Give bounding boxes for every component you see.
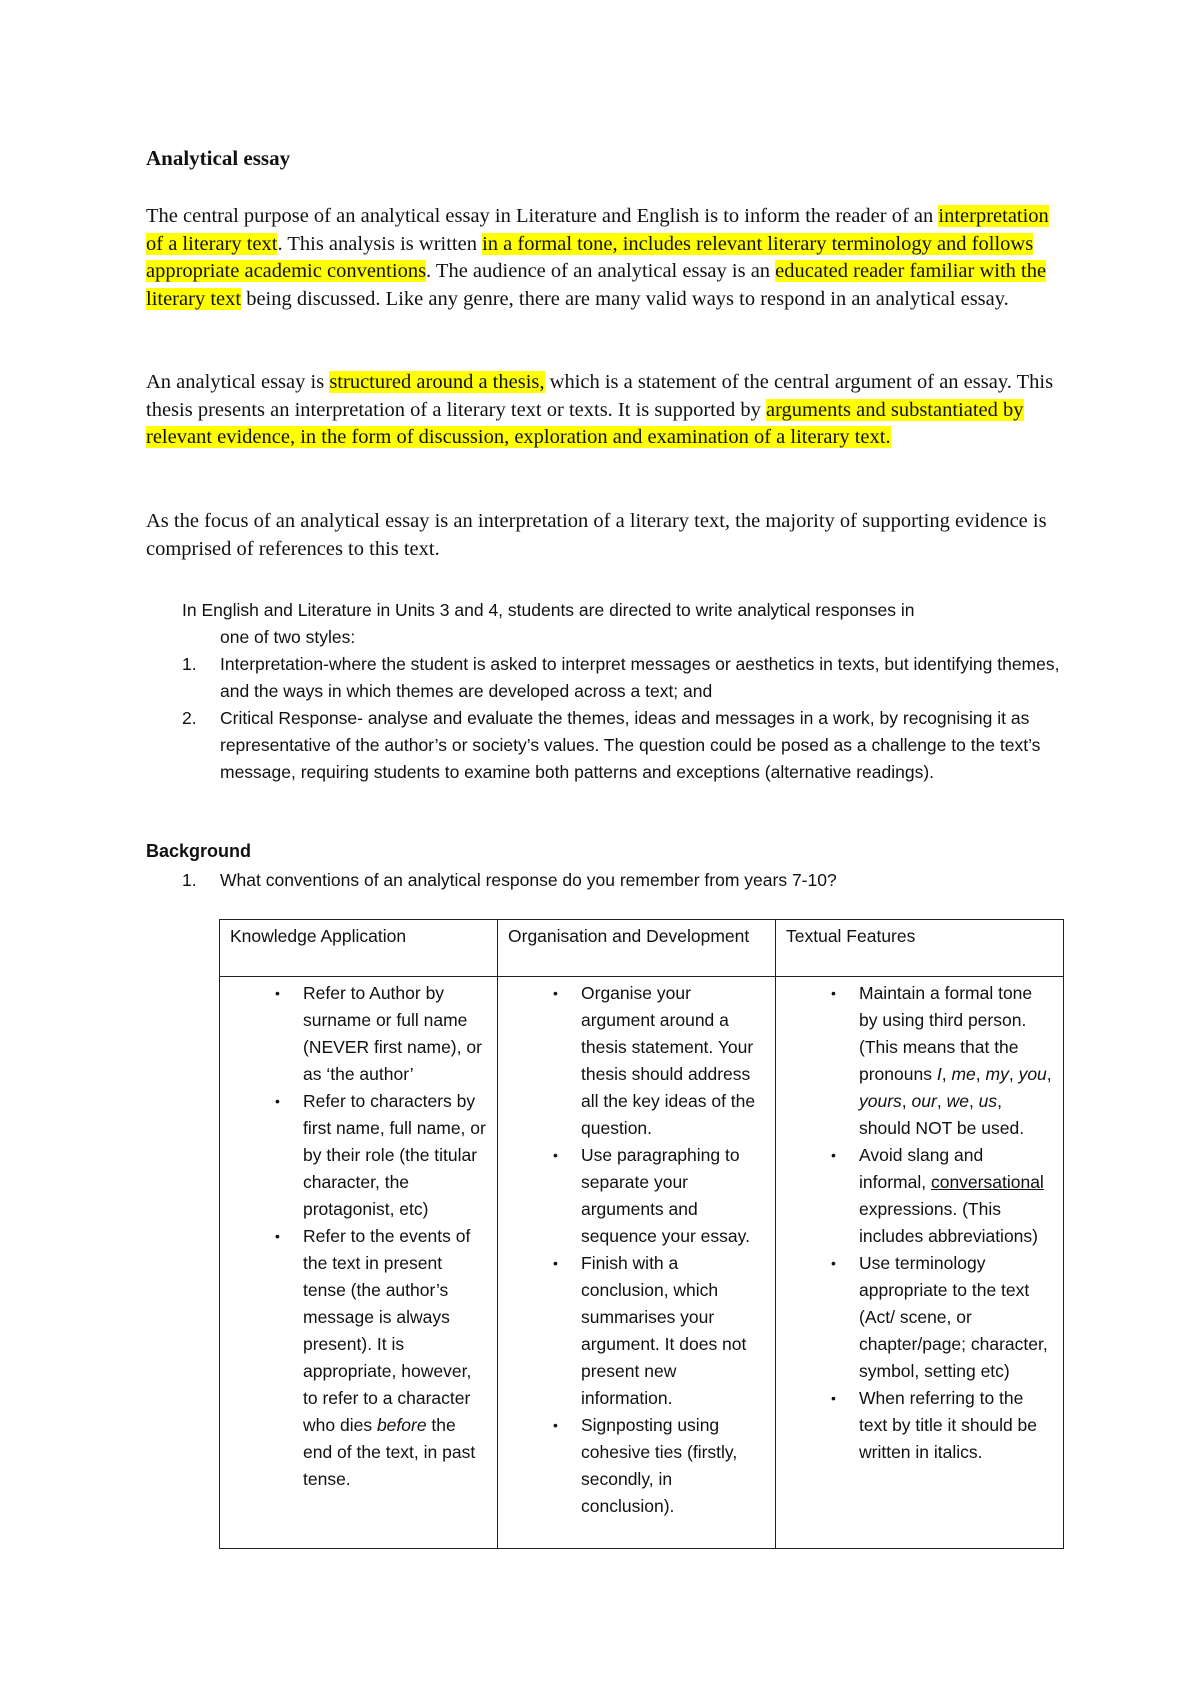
list-item (786, 1142, 1055, 1250)
text-run: which is a statement of the central argument of an essay. This thesis presents an interpretation of a literary text or texts. It is supported by (146, 371, 1054, 421)
header-organisation-development: Organisation and Development (498, 920, 776, 977)
background-questions (182, 867, 1062, 894)
list-item (182, 705, 1062, 786)
bullet-icon: • (553, 1255, 558, 1271)
highlighted-text: structured around a thesis, (329, 371, 545, 393)
emphasis-text: us (978, 1091, 998, 1111)
list-item (230, 1223, 489, 1493)
highlighted-text: educated reader familiar with the literary text (146, 260, 1047, 310)
list-item-text: Refer to Author by surname or full name (NEVER first name), or as ‘the author’ (303, 983, 482, 1084)
paragraph-thesis (146, 369, 1061, 452)
text-run: Avoid slang and informal, (859, 1145, 984, 1192)
list-item (182, 651, 1062, 705)
list-item (508, 1250, 767, 1412)
text-run: Maintain a formal tone by using third person. (This means that the pronouns (859, 983, 1033, 1084)
bullet-icon: • (831, 1255, 836, 1271)
emphasis-text: our (911, 1091, 937, 1111)
list-item-text: Critical Response- analyse and evaluate the themes, ideas and messages in a work, by recognising it as representative of the author’s or society’s values. The question could be posed as a challenge to the text’s message, requiring students to examine both patterns and exceptions (alternative readings). (220, 708, 1041, 782)
list-item-text: Use terminology appropriate to the text (Act/ scene, or chapter/page; character, symbol, setting etc) (859, 1253, 1048, 1381)
list-number: 1. (182, 654, 197, 674)
list-item-text: Organise your argument around a thesis statement. Your thesis should address all the key ideas of the question. (581, 983, 756, 1138)
table-row (220, 977, 1064, 1549)
list-item-text: Signposting using cohesive ties (firstly, secondly, in conclusion). (581, 1415, 738, 1516)
question-text: What conventions of an analytical response do you remember from years 7-10? (220, 870, 837, 890)
bullet-list (230, 980, 489, 1493)
text-run: . The audience of an analytical essay is an (426, 260, 776, 282)
bullet-icon: • (831, 985, 836, 1001)
list-item (508, 1412, 767, 1520)
list-item (786, 980, 1055, 1142)
bullet-icon: • (275, 1093, 280, 1109)
table-header-row (220, 920, 1064, 977)
list-item (230, 1088, 489, 1223)
emphasis-text: we (946, 1091, 969, 1111)
bullet-icon: • (275, 1228, 280, 1244)
emphasis-text: yours (859, 1091, 902, 1111)
background-heading: Background (146, 841, 252, 861)
text-run: , (936, 1091, 947, 1111)
document-title: Analytical essay (146, 146, 291, 170)
text-run: being discussed. Like any genre, there are many valid ways to respond in an analytical essay. (241, 287, 1009, 310)
bullet-icon: • (831, 1390, 836, 1406)
bullet-icon: • (275, 985, 280, 1001)
list-item-text: Use paragraphing to separate your arguments and sequence your essay. (581, 1145, 750, 1246)
text-run: , (1046, 1064, 1052, 1084)
text-run: , (941, 1064, 952, 1084)
list-item-text: When referring to the text by title it should be written in italics. (859, 1388, 1038, 1462)
text-run: . This analysis is written (277, 232, 483, 255)
list-item-text: Finish with a conclusion, which summarises your argument. It does not present new information. (581, 1253, 747, 1408)
text-run: , should NOT be used. (859, 1091, 1025, 1138)
styles-intro (182, 597, 1062, 651)
conventions-table (219, 919, 1064, 1549)
header-knowledge-application: Knowledge Application (220, 920, 498, 977)
header-textual-features: Textual Features (776, 920, 1064, 977)
list-item-text: Interpretation-where the student is asked to interpret messages or aesthetics in texts, but identifying themes, and the ways in which themes are developed across a text; and (220, 654, 1060, 701)
list-number: 2. (182, 708, 197, 728)
text-run: An analytical essay is (146, 371, 330, 393)
highlighted-text: arguments and substantiated by relevant evidence, in the form of discussion, exploration and examination of a literary text. (146, 398, 1024, 448)
text-run: expressions. (This includes abbreviations) (859, 1199, 1038, 1246)
list-item (230, 980, 489, 1088)
bullet-list (508, 980, 767, 1520)
cell-knowledge-application (220, 977, 498, 1549)
list-item (508, 1142, 767, 1250)
emphasis-text: before (376, 1415, 427, 1435)
emphasis-text: you (1018, 1064, 1047, 1084)
text-run: the end of the text, in past tense. (303, 1415, 476, 1489)
text-run: The central purpose of an analytical essay in Literature and English is to inform the reader of an (146, 205, 939, 227)
paragraph-purpose (146, 203, 1061, 313)
text-run: , (901, 1091, 912, 1111)
text-run: , (968, 1091, 979, 1111)
list-item (786, 1250, 1055, 1385)
paragraph-evidence: As the focus of an analytical essay is an interpretation of a literary text, the majority of supporting evidence is comprised of references to this text. (146, 510, 1047, 560)
bullet-icon: • (553, 1147, 558, 1163)
intro-line: In English and Literature in Units 3 and 4, students are directed to write analytical responses in (182, 600, 915, 620)
bullet-list (786, 980, 1055, 1466)
text-run: , (1008, 1064, 1019, 1084)
underlined-text: conversational (930, 1172, 1044, 1192)
text-run: Refer to the events of the text in present tense (the author’s message is always present). It is appropriate, however, to refer to a character who dies (303, 1226, 472, 1435)
list-item (786, 1385, 1055, 1466)
bullet-icon: • (553, 985, 558, 1001)
highlighted-text: interpretation of a literary text (146, 205, 1049, 255)
bullet-icon: • (831, 1147, 836, 1163)
highlighted-text: in a formal tone, includes relevant literary terminology and follows appropriate academic conventions (146, 232, 1034, 282)
bullet-icon: • (553, 1417, 558, 1433)
emphasis-text: my (985, 1064, 1009, 1084)
list-number: 1. (182, 870, 197, 890)
styles-list (182, 651, 1062, 786)
emphasis-text: me (951, 1064, 976, 1084)
intro-line: one of two styles: (220, 627, 356, 647)
cell-organisation-development (498, 977, 776, 1549)
list-item (508, 980, 767, 1142)
list-item (182, 867, 1062, 894)
text-run: , (975, 1064, 986, 1084)
cell-textual-features (776, 977, 1064, 1549)
list-item-text: Refer to characters by first name, full name, or by their role (the titular character, the protagonist, etc) (303, 1091, 486, 1219)
emphasis-text: I (936, 1064, 942, 1084)
